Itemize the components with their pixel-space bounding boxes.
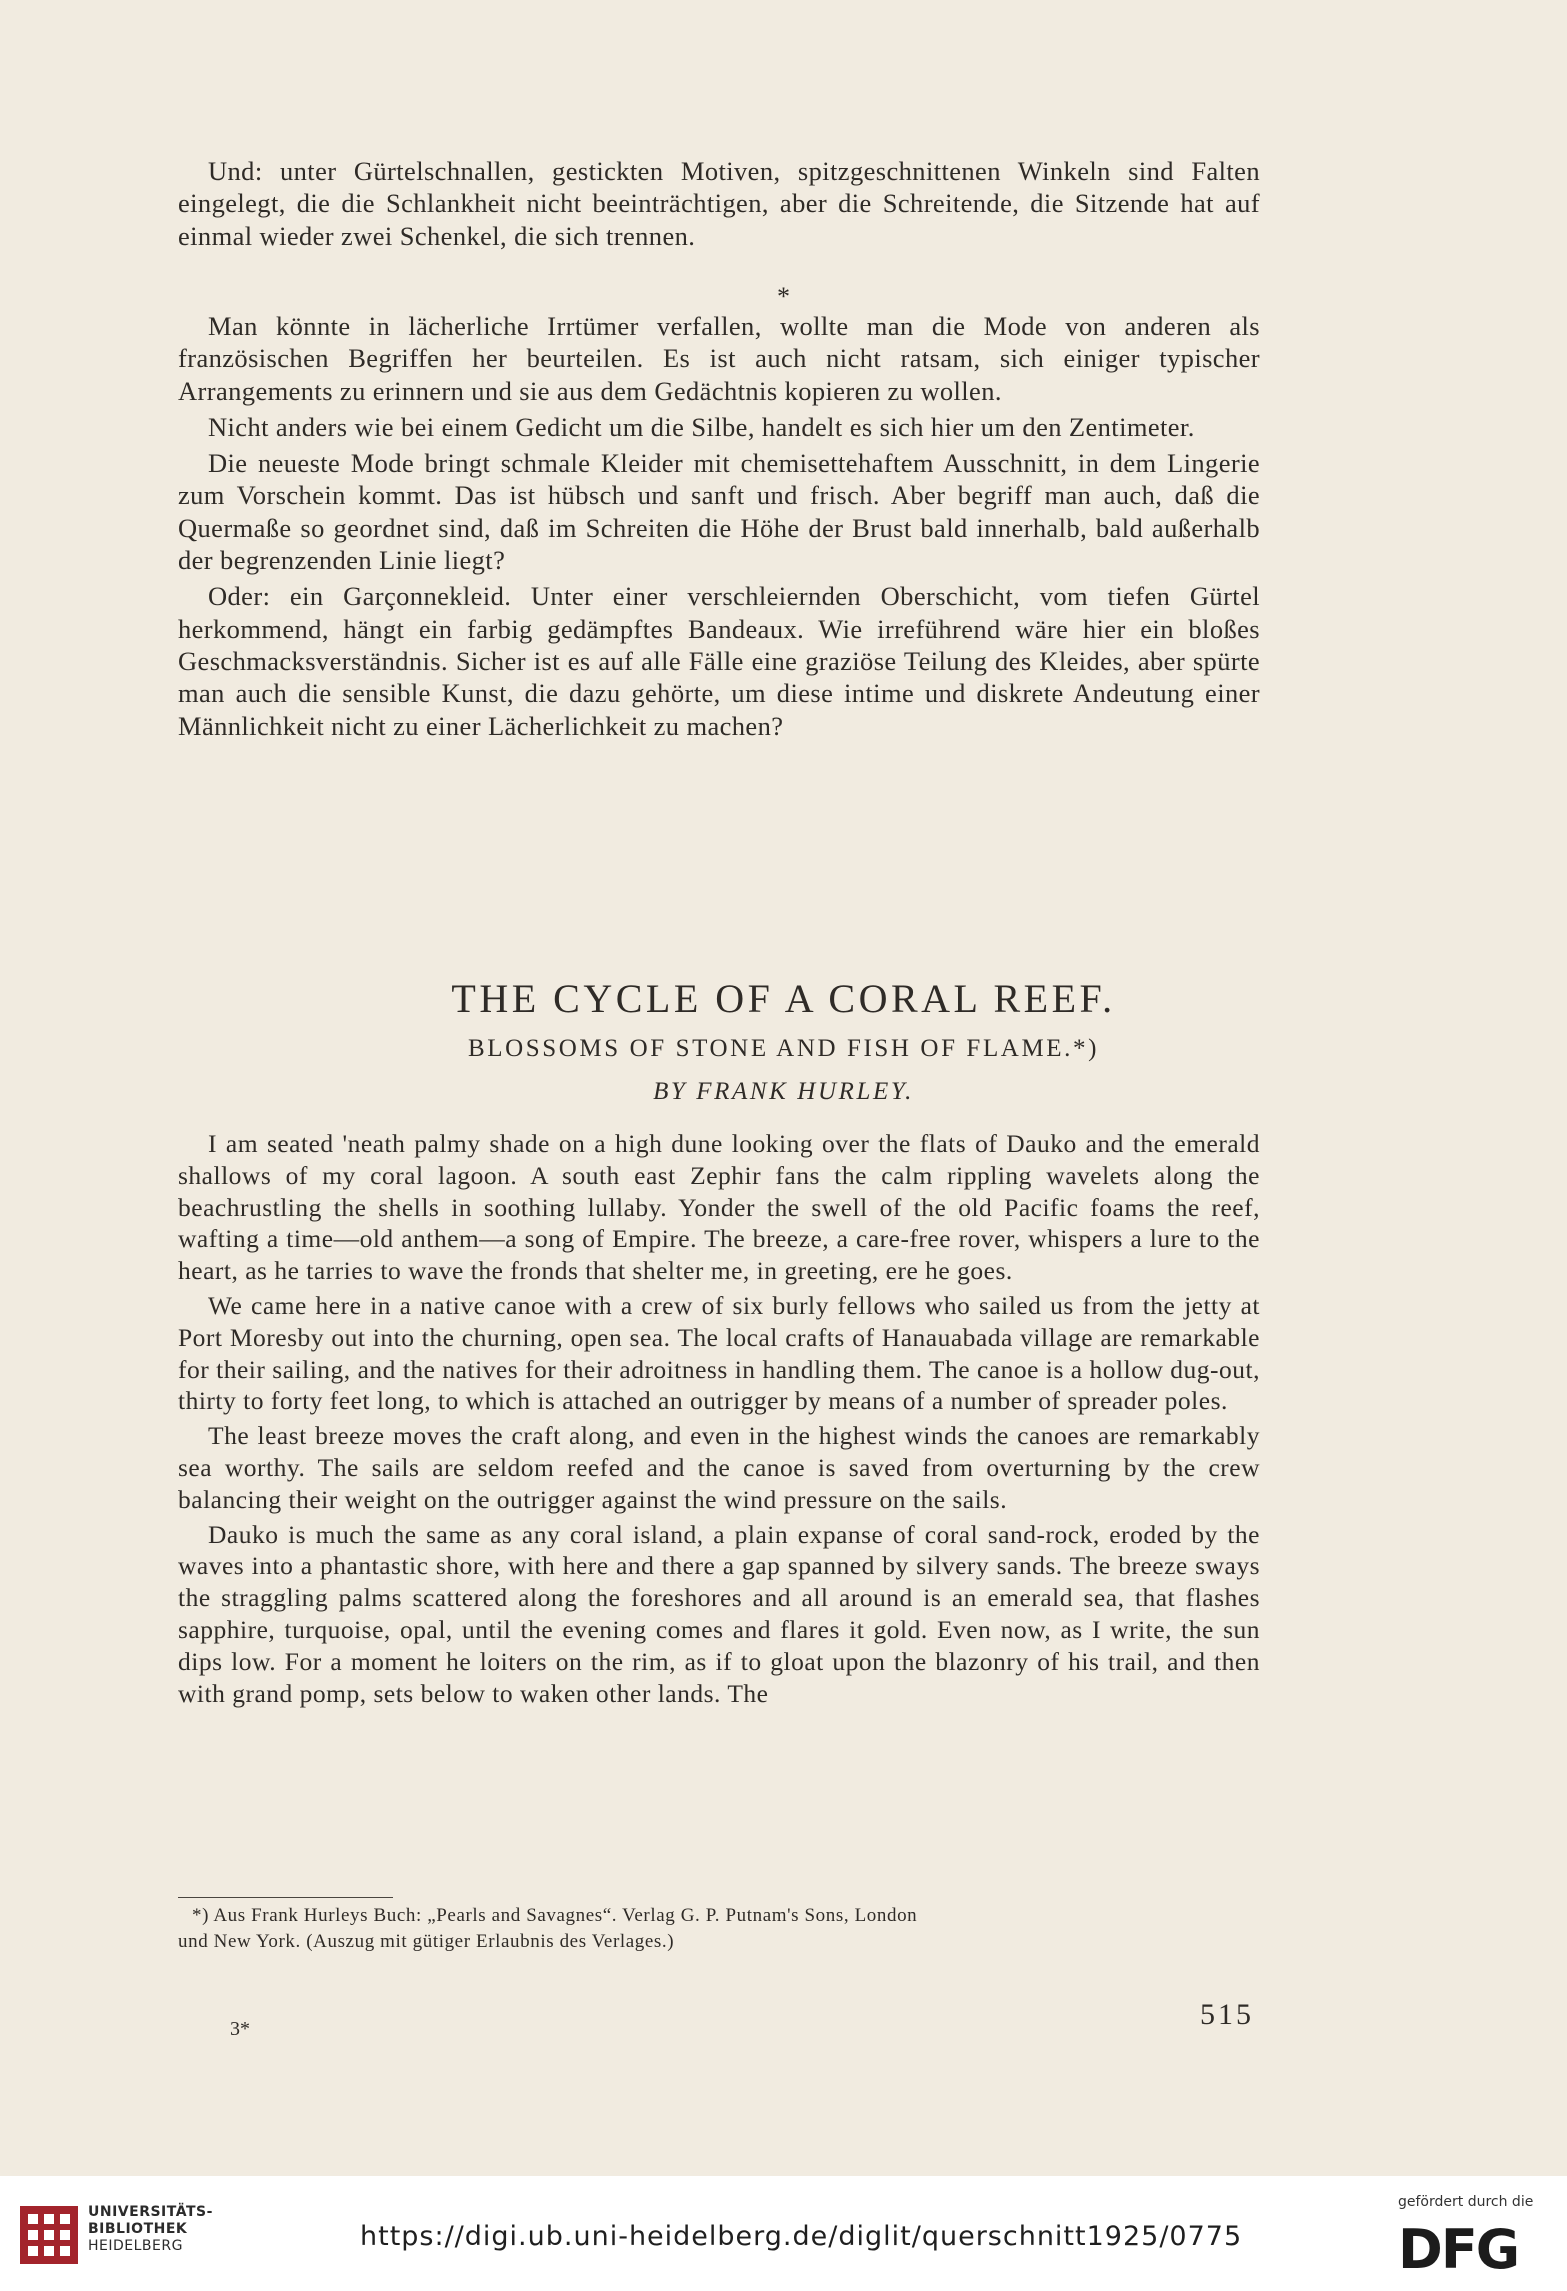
library-logo-icon — [20, 2206, 78, 2268]
footnote — [178, 1903, 1260, 1955]
paragraph: The least breeze moves the craft along, and even in the highest winds the canoes are remarkably sea worthy. The sails are seldom reefed and the canoe is saved from overturning by the crew balancing their weight on the outrigger against the wind pressure on the sails. — [178, 1421, 1260, 1514]
paragraph: Und: unter Gürtelschnallen, gestickten Motiven, spitzgeschnittenen Winkeln sind Falten eingelegt, die die Schlankheit nicht beeinträchtigen, aber die Schreitende, die Sitzende hat auf einmal wieder zwei Schenkel, die sich trennen. — [178, 156, 1260, 251]
article-byline: BY FRANK HURLEY. — [653, 1078, 914, 1105]
paragraph: Oder: ein Garçonnekleid. Unter einer verschleiernden Oberschicht, vom tiefen Gürtel herkommend, hängt ein farbig gedämpftes Bandeaux. Wie irreführend wäre hier ein bloßes Geschmacksverständnis. Sicher ist es auf alle Fälle eine graziöse Teilung des Kleides, aber spürte man auch die sensible Kunst, die dazu gehörte, um diese intime und diskrete Andeutung einer Männlichkeit nicht zu einer Lächerlichkeit zu machen? — [178, 581, 1260, 741]
funded-by-label: gefördert durch die — [1398, 2194, 1534, 2210]
footnote-line: und New York. (Auszug mit gütiger Erlaubnis des Verlages.) — [178, 1931, 675, 1952]
section-separator: * — [777, 282, 790, 311]
footnote-line: *) Aus Frank Hurleys Buch: „Pearls and Savagnes“. Verlag G. P. Putnam's Sons, London — [192, 1905, 918, 1926]
library-name: UNIVERSITÄTS- BIBLIOTHEK HEIDELBERG — [88, 2204, 213, 2254]
page-number: 515 — [1200, 1998, 1254, 2031]
article-title: THE CYCLE OF A CORAL REEF. — [451, 976, 1116, 1021]
paragraph: Man könnte in lächerliche Irrtümer verfallen, wollte man die Mode von anderen als französischen Begriffen her beurteilen. Es ist auch nicht ratsam, sich einiger typischer Arrangements zu erinnern und sie aus dem Gedächtnis kopieren zu wollen. — [178, 311, 1260, 406]
paragraph: I am seated 'neath palmy shade on a high dune looking over the flats of Dauko and the emerald shallows of my coral lagoon. A south east Zephir fans the calm rippling wavelets along the beachrustling the shells in soothing lullaby. Yonder the swell of the old Pacific foams the reef, wafting a time—old anthem—a song of Empire. The breeze, a care-free rover, whispers a lure to the heart, as he tarries to wave the fronds that shelter me, in greeting, ere he goes. — [178, 1129, 1260, 1286]
paragraph: Dauko is much the same as any coral island, a plain expanse of coral sand-rock, eroded by the waves into a phantastic shore, with here and there a gap spanned by silvery sands. The breeze sways the straggling palms scattered along the foreshores and all around is an emerald sea, that flashes sapphire, turquoise, opal, until the evening comes and flares it gold. Even now, as I write, the sun dips low. For a moment he loiters on the rim, as if to gloat upon the blazonry of his trail, and then with grand pomp, sets below to waken other lands. The — [178, 1519, 1260, 1708]
permalink-url[interactable]: https://digi.ub.uni-heidelberg.de/diglit/querschnitt1925/0775 — [360, 2221, 1243, 2252]
footnote-divider — [178, 1897, 393, 1898]
article-body — [178, 1128, 1260, 1712]
german-body — [178, 310, 1260, 746]
viewer-footer — [0, 2176, 1567, 2291]
signature-mark: 3* — [230, 2018, 250, 2040]
paragraph: Nicht anders wie bei einem Gedicht um die Silbe, handelt es sich hier um den Zentimeter. — [208, 411, 1195, 442]
paragraph: Die neueste Mode bringt schmale Kleider mit chemisettehaftem Ausschnitt, in dem Lingerie zum Vorschein kommt. Das ist hübsch und sanft und frisch. Aber begriff man auch, daß die Quermaße so geordnet sind, daß im Schreiten die Höhe der Brust bald innerhalb, bald außerhalb der begrenzenden Linie liegt? — [178, 448, 1260, 576]
article-subtitle: BLOSSOMS OF STONE AND FISH OF FLAME.*) — [467, 1035, 1100, 1062]
german-intro-paragraph — [178, 155, 1260, 252]
paragraph: We came here in a native canoe with a crew of six burly fellows who sailed us from the jetty at Port Moresby out into the churning, open sea. The local crafts of Hanauabada village are remarkable for their sailing, and the natives for their adroitness in handling them. The canoe is a hollow dug-out, thirty to forty feet long, to which is attached an outrigger by means of a number of spreader poles. — [178, 1290, 1260, 1416]
dfg-logo: DFG — [1398, 2218, 1519, 2281]
